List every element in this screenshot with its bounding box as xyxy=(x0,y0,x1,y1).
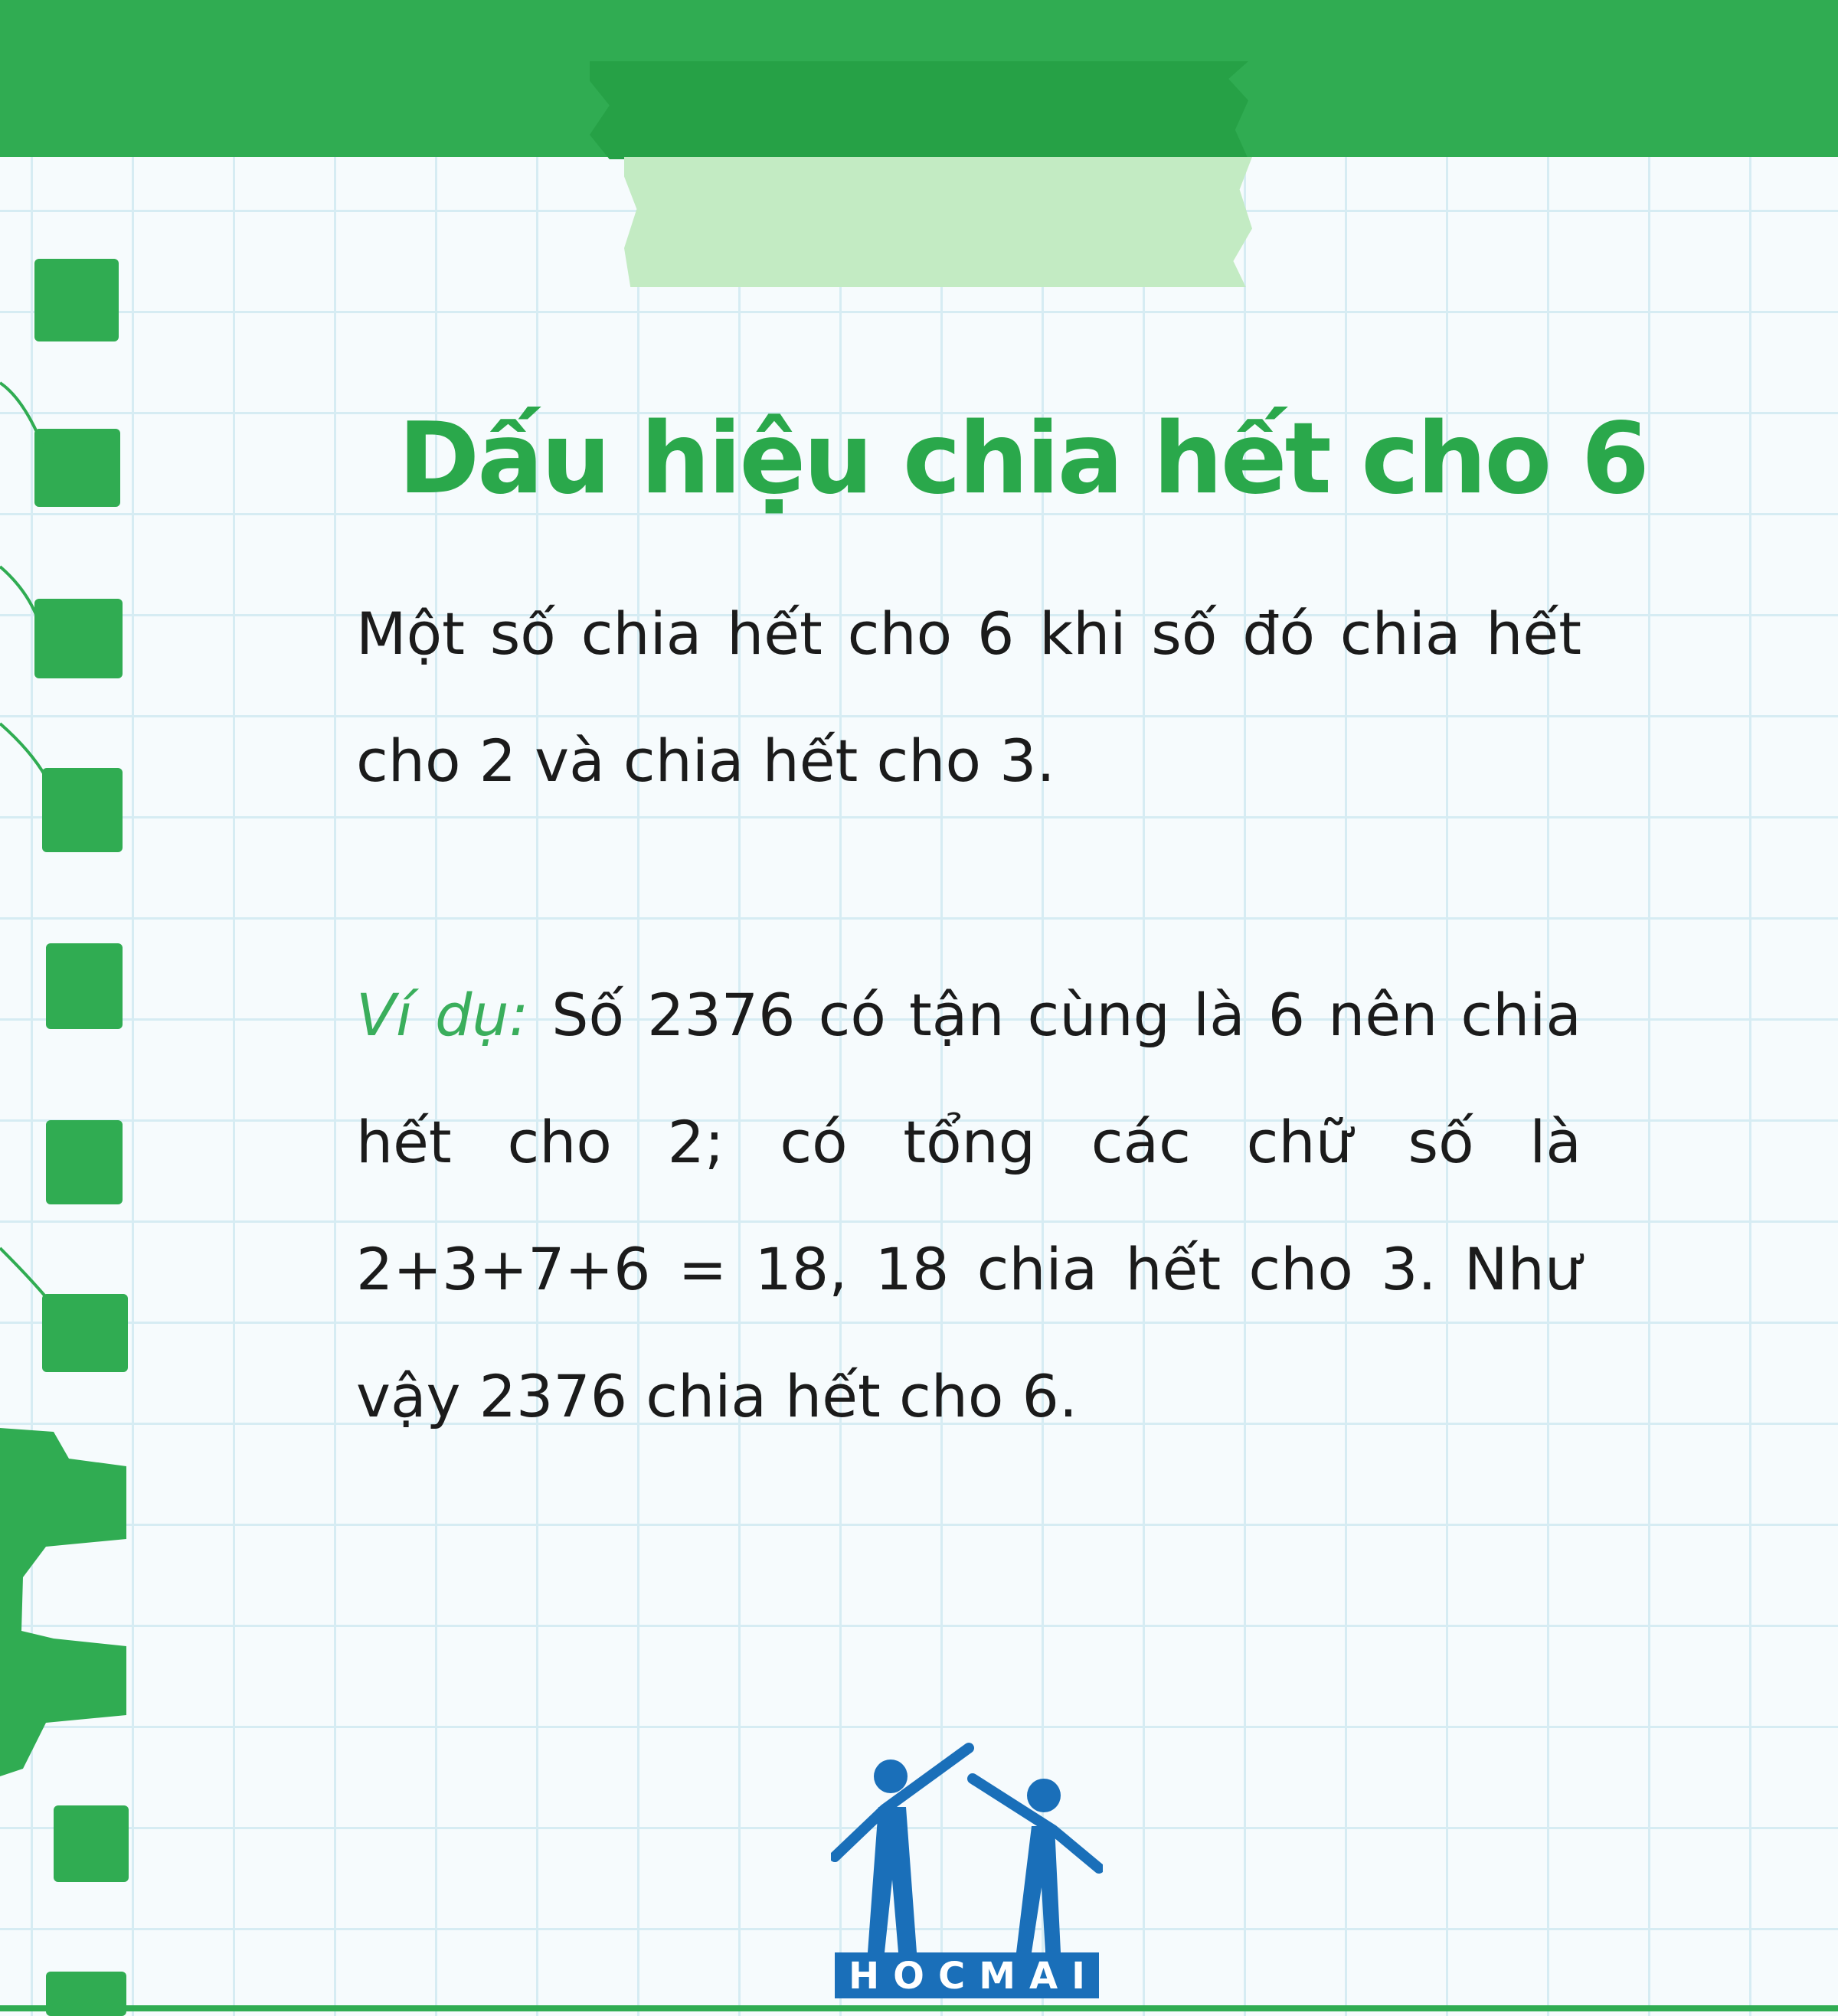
bottom-green-line xyxy=(0,2005,1838,2011)
example-text: Số 2376 có tận cùng là 6 nên chia hết cho 2; có tổng các chữ số là 2+3+7+6 = 18, 18 chia hết cho 3. Như vậy 2376 chia hết cho 6. xyxy=(356,981,1581,1430)
tape-dark xyxy=(590,61,1248,159)
tape-light xyxy=(624,157,1252,287)
example-label: Ví dụ: xyxy=(356,981,529,1049)
rule-paragraph: Một số chia hết cho 6 khi số đó chia hết cho 2 và chia hết cho 3. xyxy=(356,600,1581,795)
notebook-binding-icon xyxy=(0,0,153,2016)
page-title: Dấu hiệu chia hết cho 6 xyxy=(398,402,1647,516)
hocmai-wordmark: HOCMAI xyxy=(835,1952,1099,1998)
example-paragraph xyxy=(356,952,1581,1460)
